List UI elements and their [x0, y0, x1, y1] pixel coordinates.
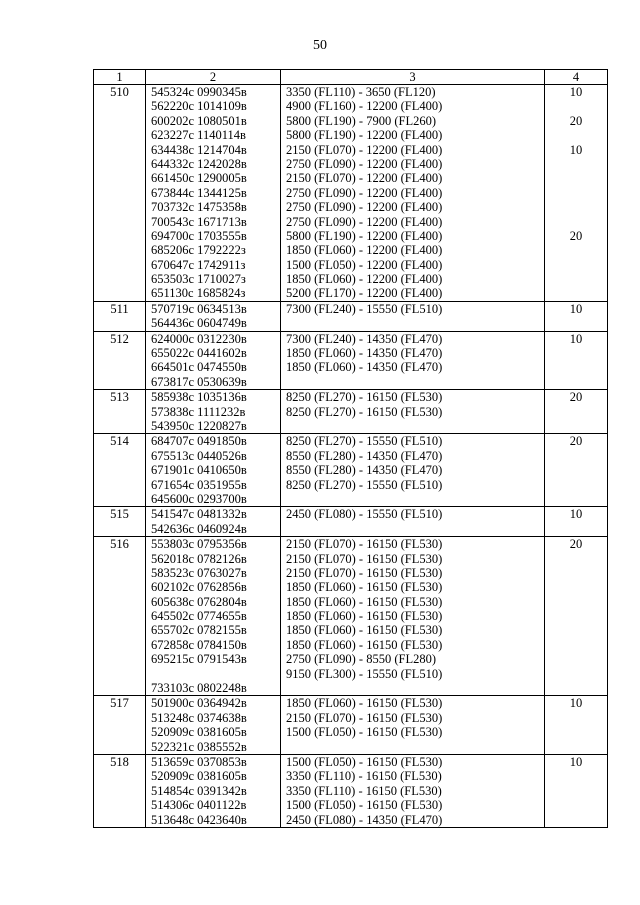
altitude-range-line: 8550 (FL280) - 14350 (FL470)	[286, 448, 443, 463]
airspace-table	[93, 69, 608, 828]
coordinate-line: 675513с 0440526в	[151, 448, 247, 463]
altitude-range-line: 5800 (FL190) - 7900 (FL260)	[286, 113, 436, 128]
altitude-range-cell	[281, 390, 545, 434]
row-id: 510	[110, 85, 129, 99]
coordinate-line: 513648с 0423640в	[151, 812, 247, 827]
coordinate-line: 645600с 0293700в	[151, 491, 247, 506]
altitude-range-line: 1850 (FL060) - 16150 (FL530)	[286, 637, 443, 652]
coordinate-line: 545324с 0990345в	[151, 85, 247, 99]
coordinate-line: 570719с 0634513в	[151, 301, 247, 316]
col4-cell	[545, 696, 608, 755]
coordinate-line: 624000с 0312230в	[151, 331, 247, 346]
altitude-range-cell	[281, 754, 545, 827]
col4-value: 10	[569, 754, 583, 769]
coordinate-line: 514854с 0391342в	[151, 783, 247, 798]
altitude-range-line: 1850 (FL060) - 16150 (FL530)	[286, 594, 443, 609]
coordinate-line: 514306с 0401122в	[151, 798, 247, 813]
col4-value: 10	[569, 142, 583, 157]
row-id-cell	[94, 696, 146, 755]
col4-cell	[545, 85, 608, 302]
row-id-cell	[94, 390, 146, 434]
coordinate-line: 655702с 0782155в	[151, 623, 247, 638]
table-row	[94, 85, 608, 302]
col4-cell	[545, 537, 608, 696]
col4-cell	[545, 434, 608, 507]
coordinate-line: 651130с 1685824з	[151, 286, 246, 301]
altitude-range-line: 3350 (FL110) - 16150 (FL530)	[286, 783, 442, 798]
altitude-range-line: 5800 (FL190) - 12200 (FL400)	[286, 128, 443, 143]
row-id: 513	[110, 390, 129, 405]
coordinate-line: 703732с 1475358в	[151, 200, 247, 215]
coordinate-line: 670647с 1742911з	[151, 257, 246, 272]
coordinate-line	[151, 667, 280, 681]
altitude-range-line: 1850 (FL060) - 16150 (FL530)	[286, 609, 443, 624]
col4-value: 20	[569, 390, 583, 405]
coordinate-line: 573838с 1111232в	[151, 404, 246, 419]
header-col-1: 1	[94, 70, 146, 85]
table-row	[94, 754, 608, 827]
row-id: 517	[110, 696, 129, 711]
coordinate-line: 522321с 0385552в	[151, 739, 247, 754]
coordinate-line: 644332с 1242028в	[151, 156, 247, 171]
row-id-cell	[94, 301, 146, 331]
altitude-range-cell	[281, 507, 545, 537]
coordinate-line: 655022с 0441602в	[151, 346, 247, 361]
table-row	[94, 696, 608, 755]
altitude-range-line: 2450 (FL080) - 15550 (FL510)	[286, 507, 443, 522]
altitude-range-line: 1850 (FL060) - 14350 (FL470)	[286, 346, 443, 361]
altitude-range-line: 8250 (FL270) - 15550 (FL510)	[286, 477, 443, 492]
coordinate-line: 623227с 1140114в	[151, 128, 246, 143]
col4-value: 20	[569, 228, 583, 243]
col4-value: 10	[569, 85, 583, 99]
col4-cell	[545, 390, 608, 434]
altitude-range-line: 2750 (FL090) - 8550 (FL280)	[286, 652, 436, 667]
coordinates-cell	[146, 301, 281, 331]
coordinate-line: 645502с 0774655в	[151, 609, 247, 624]
altitude-range-line: 1850 (FL060) - 14350 (FL470)	[286, 360, 443, 375]
altitude-range-line: 1500 (FL050) - 12200 (FL400)	[286, 257, 443, 272]
altitude-range-line: 7300 (FL240) - 14350 (FL470)	[286, 331, 443, 346]
row-id: 518	[110, 754, 129, 769]
col4-cell	[545, 331, 608, 390]
coordinates-cell	[146, 331, 281, 390]
row-id: 512	[110, 331, 129, 346]
altitude-range-line: 8250 (FL270) - 16150 (FL530)	[286, 390, 443, 405]
coordinates-cell	[146, 537, 281, 696]
coordinate-line: 653503с 1710027з	[151, 272, 246, 287]
altitude-range-line: 1500 (FL050) - 16150 (FL530)	[286, 798, 443, 813]
altitude-range-line: 2150 (FL070) - 16150 (FL530)	[286, 710, 443, 725]
col4-value	[545, 157, 607, 171]
page-number: 50	[313, 38, 327, 53]
altitude-range-line: 1500 (FL050) - 16150 (FL530)	[286, 754, 443, 769]
altitude-range-line: 2150 (FL070) - 12200 (FL400)	[286, 171, 443, 186]
row-id-cell	[94, 85, 146, 302]
coordinate-line: 520909с 0381605в	[151, 769, 247, 784]
coordinates-cell	[146, 434, 281, 507]
altitude-range-line: 2450 (FL080) - 14350 (FL470)	[286, 812, 443, 827]
coordinate-line: 513659с 0370853в	[151, 754, 247, 769]
table-row	[94, 434, 608, 507]
altitude-range-line: 3350 (FL110) - 3650 (FL120)	[286, 85, 436, 99]
altitude-range-line: 8250 (FL270) - 16150 (FL530)	[286, 404, 443, 419]
col4-value: 10	[569, 331, 583, 346]
altitude-range-cell	[281, 331, 545, 390]
altitude-range-line: 1850 (FL060) - 12200 (FL400)	[286, 243, 443, 258]
coordinate-line: 700543с 1671713в	[151, 214, 247, 229]
col4-value: 20	[569, 434, 583, 449]
altitude-range-line: 9150 (FL300) - 15550 (FL510)	[286, 666, 443, 681]
col4-value: 20	[569, 537, 583, 552]
col4-cell	[545, 754, 608, 827]
row-id-cell	[94, 434, 146, 507]
coordinate-line: 664501с 0474550в	[151, 360, 247, 375]
col4-cell	[545, 301, 608, 331]
altitude-range-line: 1850 (FL060) - 16150 (FL530)	[286, 696, 443, 711]
coordinate-line: 520909с 0381605в	[151, 725, 247, 740]
row-id: 515	[110, 507, 129, 522]
coordinate-line: 602102с 0762856в	[151, 580, 247, 595]
row-id: 514	[110, 434, 129, 449]
col4-value	[545, 128, 607, 142]
col4-value	[545, 171, 607, 185]
coordinate-line: 661450с 1290005в	[151, 171, 247, 186]
coordinate-line: 585938с 1035136в	[151, 390, 247, 405]
col4-value: 10	[569, 507, 583, 522]
col4-value	[545, 99, 607, 113]
altitude-range-line: 7300 (FL240) - 15550 (FL510)	[286, 301, 443, 316]
coordinate-line: 671901с 0410650в	[151, 463, 247, 478]
altitude-range-line: 5800 (FL190) - 12200 (FL400)	[286, 228, 443, 243]
coordinate-line: 553803с 0795356в	[151, 537, 247, 552]
coordinates-cell	[146, 754, 281, 827]
header-col-4: 4	[545, 70, 608, 85]
col4-value: 10	[569, 301, 583, 316]
coordinate-line: 605638с 0762804в	[151, 594, 247, 609]
coordinate-line: 673817с 0530639в	[151, 374, 247, 389]
col4-value	[545, 186, 607, 200]
coordinates-cell	[146, 696, 281, 755]
coordinate-line: 562018с 0782126в	[151, 551, 247, 566]
altitude-range-line: 8250 (FL270) - 15550 (FL510)	[286, 434, 443, 449]
altitude-range-line: 1500 (FL050) - 16150 (FL530)	[286, 725, 443, 740]
coordinates-cell	[146, 390, 281, 434]
altitude-range-line: 2150 (FL070) - 16150 (FL530)	[286, 537, 443, 552]
coordinate-line: 543950с 1220827в	[151, 418, 247, 433]
altitude-range-line: 3350 (FL110) - 16150 (FL530)	[286, 769, 442, 784]
table-row	[94, 390, 608, 434]
altitude-range-line: 2750 (FL090) - 12200 (FL400)	[286, 156, 443, 171]
col4-value	[545, 215, 607, 229]
col4-value	[545, 200, 607, 214]
table-body	[94, 85, 608, 828]
row-id-cell	[94, 507, 146, 537]
coordinate-line: 542636с 0460924в	[151, 521, 247, 536]
altitude-range-cell	[281, 434, 545, 507]
coordinate-line: 671654с 0351955в	[151, 477, 247, 492]
coordinate-line: 733103с 0802248в	[151, 681, 247, 696]
table-row	[94, 507, 608, 537]
coordinate-line: 684707с 0491850в	[151, 434, 247, 449]
altitude-range-line: 2150 (FL070) - 12200 (FL400)	[286, 142, 443, 157]
row-id: 516	[110, 537, 129, 552]
row-id-cell	[94, 537, 146, 696]
coordinate-line: 672858с 0784150в	[151, 637, 247, 652]
coordinate-line: 695215с 0791543в	[151, 652, 247, 667]
altitude-range-cell	[281, 537, 545, 696]
altitude-range-cell	[281, 696, 545, 755]
col4-value: 20	[569, 113, 583, 128]
row-id: 511	[110, 301, 129, 316]
coordinate-line: 634438с 1214704в	[151, 142, 247, 157]
coordinates-cell	[146, 507, 281, 537]
coordinate-line: 501900с 0364942в	[151, 696, 247, 711]
altitude-range-line: 8550 (FL280) - 14350 (FL470)	[286, 463, 443, 478]
coordinate-line: 541547с 0481332в	[151, 507, 247, 522]
altitude-range-line: 1850 (FL060) - 16150 (FL530)	[286, 623, 443, 638]
col4-value: 10	[569, 696, 583, 711]
coordinate-line: 513248с 0374638в	[151, 710, 247, 725]
altitude-range-line: 2750 (FL090) - 12200 (FL400)	[286, 200, 443, 215]
coordinate-line: 600202с 1080501в	[151, 113, 247, 128]
coordinate-line: 673844с 1344125в	[151, 185, 247, 200]
table-header-row	[94, 70, 608, 85]
altitude-range-line: 5200 (FL170) - 12200 (FL400)	[286, 286, 443, 301]
table-row	[94, 301, 608, 331]
altitude-range-line: 4900 (FL160) - 12200 (FL400)	[286, 99, 443, 114]
col4-cell	[545, 507, 608, 537]
altitude-range-line: 2750 (FL090) - 12200 (FL400)	[286, 214, 443, 229]
altitude-range-cell	[281, 301, 545, 331]
header-col-3: 3	[281, 70, 545, 85]
coordinate-line: 562220с 1014109в	[151, 99, 247, 114]
table-row	[94, 331, 608, 390]
altitude-range-cell	[281, 85, 545, 302]
altitude-range-line: 2150 (FL070) - 16150 (FL530)	[286, 551, 443, 566]
altitude-range-line: 1850 (FL060) - 16150 (FL530)	[286, 580, 443, 595]
coordinate-line: 583523с 0763027в	[151, 565, 247, 580]
table-row	[94, 537, 608, 696]
coordinate-line: 694700с 1703555в	[151, 228, 247, 243]
altitude-range-line: 2150 (FL070) - 16150 (FL530)	[286, 565, 443, 580]
altitude-range-line: 2750 (FL090) - 12200 (FL400)	[286, 185, 443, 200]
row-id-cell	[94, 331, 146, 390]
airspace-table-wrapper	[93, 69, 608, 828]
coordinate-line: 564436с 0604749в	[151, 316, 247, 331]
altitude-range-line: 1850 (FL060) - 12200 (FL400)	[286, 272, 443, 287]
coordinate-line: 685206с 1792222з	[151, 243, 246, 258]
row-id-cell	[94, 754, 146, 827]
header-col-2: 2	[146, 70, 281, 85]
coordinates-cell	[146, 85, 281, 302]
